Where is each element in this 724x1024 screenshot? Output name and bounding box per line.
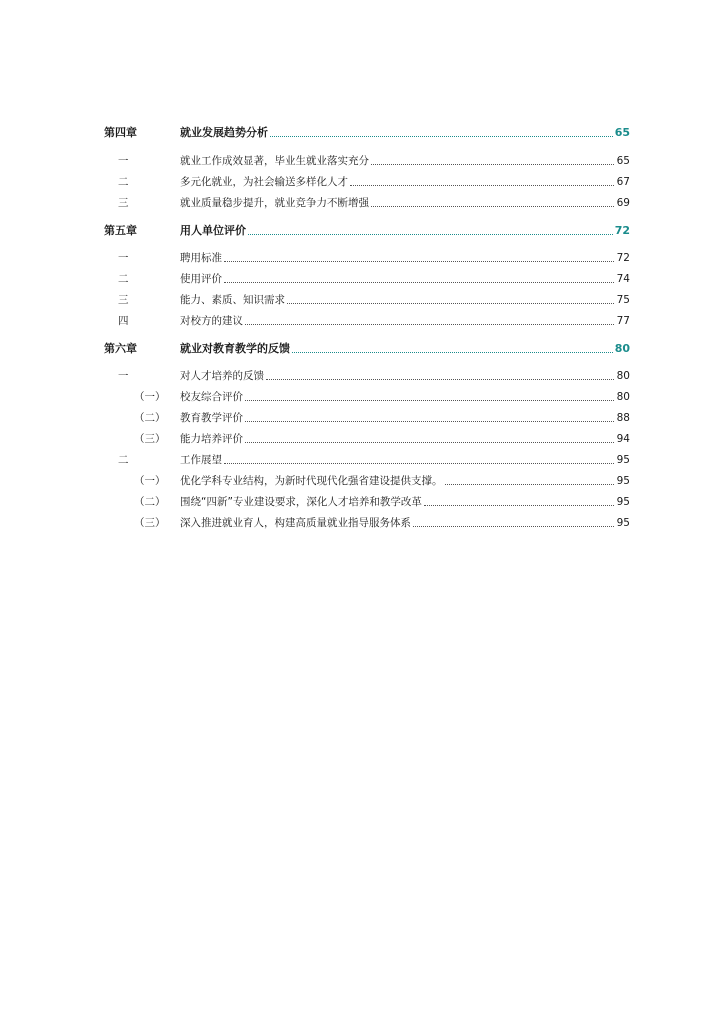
- entry-title: 就业工作成效显著，毕业生就业落实充分: [180, 155, 369, 167]
- subsection-number: （二）: [134, 496, 166, 508]
- entry-title: 深入推进就业育人，构建高质量就业指导服务体系: [180, 517, 411, 529]
- toc-entry[interactable]: [104, 410, 630, 426]
- dot-leader: [371, 164, 614, 165]
- page-number: 95: [616, 496, 630, 508]
- page-number: 65: [616, 155, 630, 167]
- entry-title: 工作展望: [180, 454, 222, 466]
- subsection-number: （一）: [134, 391, 166, 403]
- subsection-number: （三）: [134, 517, 166, 529]
- entry-title: 聘用标准: [180, 252, 222, 264]
- subsection-number: （二）: [134, 412, 166, 424]
- toc-entry[interactable]: [104, 494, 630, 510]
- entry-title: 优化学科专业结构，为新时代现代化强省建设提供支撑。: [180, 475, 443, 487]
- entry-title: 能力培养评价: [180, 433, 243, 445]
- entry-title: 对校方的建议: [180, 315, 243, 327]
- entry-title: 就业质量稳步提升，就业竞争力不断增强: [180, 197, 369, 209]
- dot-leader: [224, 282, 614, 283]
- page-number: 74: [616, 273, 630, 285]
- subsection-number: （三）: [134, 433, 166, 445]
- chapter-number: 第四章: [104, 126, 137, 139]
- toc-entry[interactable]: [104, 250, 630, 266]
- dot-leader: [245, 442, 614, 443]
- page-number: 80: [614, 342, 630, 355]
- toc-entry[interactable]: [104, 153, 630, 169]
- entry-title: 多元化就业，为社会输送多样化人才: [180, 176, 348, 188]
- toc-entry[interactable]: [104, 174, 630, 190]
- entry-title: 就业发展趋势分析: [180, 126, 268, 139]
- section-number: 二: [118, 273, 129, 285]
- toc-entry[interactable]: [104, 473, 630, 489]
- toc-entry[interactable]: [104, 313, 630, 329]
- toc-entry[interactable]: [104, 125, 630, 141]
- dot-leader: [245, 421, 614, 422]
- page-number: 95: [616, 454, 630, 466]
- dot-leader: [424, 505, 614, 506]
- page-number: 94: [616, 433, 630, 445]
- dot-leader: [245, 400, 614, 401]
- page-number: 75: [616, 294, 630, 306]
- toc-entry[interactable]: [104, 292, 630, 308]
- section-number: 三: [118, 197, 129, 209]
- dot-leader: [224, 463, 614, 464]
- subsection-number: （一）: [134, 475, 166, 487]
- toc-entry[interactable]: [104, 452, 630, 468]
- entry-title: 用人单位评价: [180, 224, 246, 237]
- page-number: 67: [616, 176, 630, 188]
- entry-title: 就业对教育教学的反馈: [180, 342, 290, 355]
- dot-leader: [270, 136, 613, 137]
- section-number: 二: [118, 454, 129, 466]
- section-number: 一: [118, 252, 129, 264]
- toc-entry[interactable]: [104, 389, 630, 405]
- page-number: 80: [616, 370, 630, 382]
- toc-entry[interactable]: [104, 195, 630, 211]
- dot-leader: [245, 324, 614, 325]
- toc-entry[interactable]: [104, 341, 630, 357]
- dot-leader: [445, 484, 615, 485]
- section-number: 一: [118, 155, 129, 167]
- dot-leader: [287, 303, 614, 304]
- section-number: 一: [118, 370, 129, 382]
- page-number: 77: [616, 315, 630, 327]
- entry-title: 教育教学评价: [180, 412, 243, 424]
- section-number: 四: [118, 315, 129, 327]
- page-number: 72: [616, 252, 630, 264]
- section-number: 二: [118, 176, 129, 188]
- dot-leader: [292, 352, 613, 353]
- page-number: 95: [616, 517, 630, 529]
- dot-leader: [371, 206, 614, 207]
- entry-title: 使用评价: [180, 273, 222, 285]
- chapter-number: 第六章: [104, 342, 137, 355]
- entry-title: 能力、素质、知识需求: [180, 294, 285, 306]
- toc-entry[interactable]: [104, 431, 630, 447]
- chapter-number: 第五章: [104, 224, 137, 237]
- toc-entry[interactable]: [104, 515, 630, 531]
- dot-leader: [350, 185, 614, 186]
- entry-title: 校友综合评价: [180, 391, 243, 403]
- toc-entry[interactable]: [104, 368, 630, 384]
- page-number: 72: [614, 224, 630, 237]
- dot-leader: [224, 261, 614, 262]
- page-number: 69: [616, 197, 630, 209]
- page-number: 88: [616, 412, 630, 424]
- page-number: 95: [616, 475, 630, 487]
- dot-leader: [248, 234, 613, 235]
- page-number: 65: [614, 126, 630, 139]
- entry-title: 对人才培养的反馈: [180, 370, 264, 382]
- entry-title: 围绕“四新”专业建设要求，深化人才培养和教学改革: [180, 496, 422, 508]
- section-number: 三: [118, 294, 129, 306]
- toc-entry[interactable]: [104, 223, 630, 239]
- page-number: 80: [616, 391, 630, 403]
- dot-leader: [413, 526, 614, 527]
- toc-entry[interactable]: [104, 271, 630, 287]
- dot-leader: [266, 379, 614, 380]
